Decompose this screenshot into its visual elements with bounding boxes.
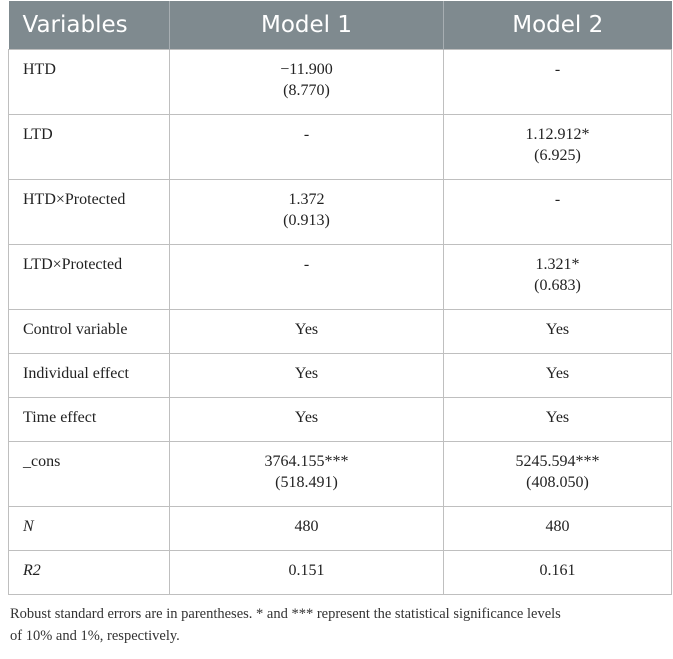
table-row [9,245,672,310]
coefficient-value: 1.321* [535,256,580,273]
table-row [9,398,672,442]
cell-model-2 [444,115,672,180]
cell-model-2 [444,245,672,310]
coefficient-value: Yes [545,321,570,338]
coefficient-value: Yes [294,321,319,338]
regression-table-container [8,1,671,595]
table-row [9,310,672,354]
standard-error-value: (408.050) [526,474,589,491]
cell-model-1 [170,507,444,551]
cell-model-2 [444,50,672,115]
cell-model-1 [170,354,444,398]
table-row [9,551,672,595]
table-row [9,442,672,507]
coefficient-value: - [554,61,561,78]
cell-model-2 [444,442,672,507]
row-variable-label: Individual effect [9,354,170,398]
header-model-1: Model 1 [170,1,444,50]
coefficient-value: 5245.594*** [515,453,600,470]
standard-error-value: (518.491) [275,474,338,491]
table-row [9,354,672,398]
cell-model-2 [444,507,672,551]
cell-model-1 [170,180,444,245]
row-variable-label: LTD [9,115,170,180]
cell-model-2 [444,354,672,398]
coefficient-value: - [303,126,310,143]
cell-model-1 [170,398,444,442]
coefficient-value: −11.900 [280,61,333,78]
coefficient-value: 3764.155*** [264,453,349,470]
cell-model-2 [444,398,672,442]
coefficient-value: 1.372 [288,191,325,208]
table-footnote [10,603,672,647]
cell-model-1 [170,310,444,354]
row-variable-label: LTD×Protected [9,245,170,310]
table-row [9,50,672,115]
table-row [9,180,672,245]
coefficient-value: - [554,191,561,208]
coefficient-value: 0.151 [288,562,325,579]
table-body [9,50,672,595]
cell-model-1 [170,245,444,310]
standard-error-value: (0.683) [534,277,581,294]
coefficient-value: Yes [294,409,319,426]
coefficient-value: - [303,256,310,273]
coefficient-value: 480 [294,518,319,535]
row-variable-label: N [9,507,170,551]
table-row [9,115,672,180]
cell-model-2 [444,310,672,354]
footnote-line-2: of 10% and 1%, respectively. [10,628,180,644]
coefficient-value: Yes [545,409,570,426]
coefficient-value: 0.161 [539,562,576,579]
row-variable-label: Time effect [9,398,170,442]
row-variable-label: R2 [9,551,170,595]
row-variable-label: HTD [9,50,170,115]
header-model-2: Model 2 [444,1,672,50]
table-row [9,507,672,551]
row-variable-label: HTD×Protected [9,180,170,245]
coefficient-value: Yes [545,365,570,382]
cell-model-1 [170,115,444,180]
row-variable-label: _cons [9,442,170,507]
row-variable-label: Control variable [9,310,170,354]
standard-error-value: (8.770) [283,82,330,99]
standard-error-value: (6.925) [534,147,581,164]
cell-model-1 [170,50,444,115]
standard-error-value: (0.913) [283,212,330,229]
cell-model-2 [444,180,672,245]
cell-model-2 [444,551,672,595]
regression-table [8,1,672,595]
coefficient-value: 480 [545,518,570,535]
header-variables: Variables [9,1,170,50]
coefficient-value: 1.12.912* [525,126,590,143]
header-row [9,1,672,50]
footnote-line-1: Robust standard errors are in parentheses. * and *** represent the statistical significance levels [10,606,561,622]
cell-model-1 [170,442,444,507]
coefficient-value: Yes [294,365,319,382]
cell-model-1 [170,551,444,595]
